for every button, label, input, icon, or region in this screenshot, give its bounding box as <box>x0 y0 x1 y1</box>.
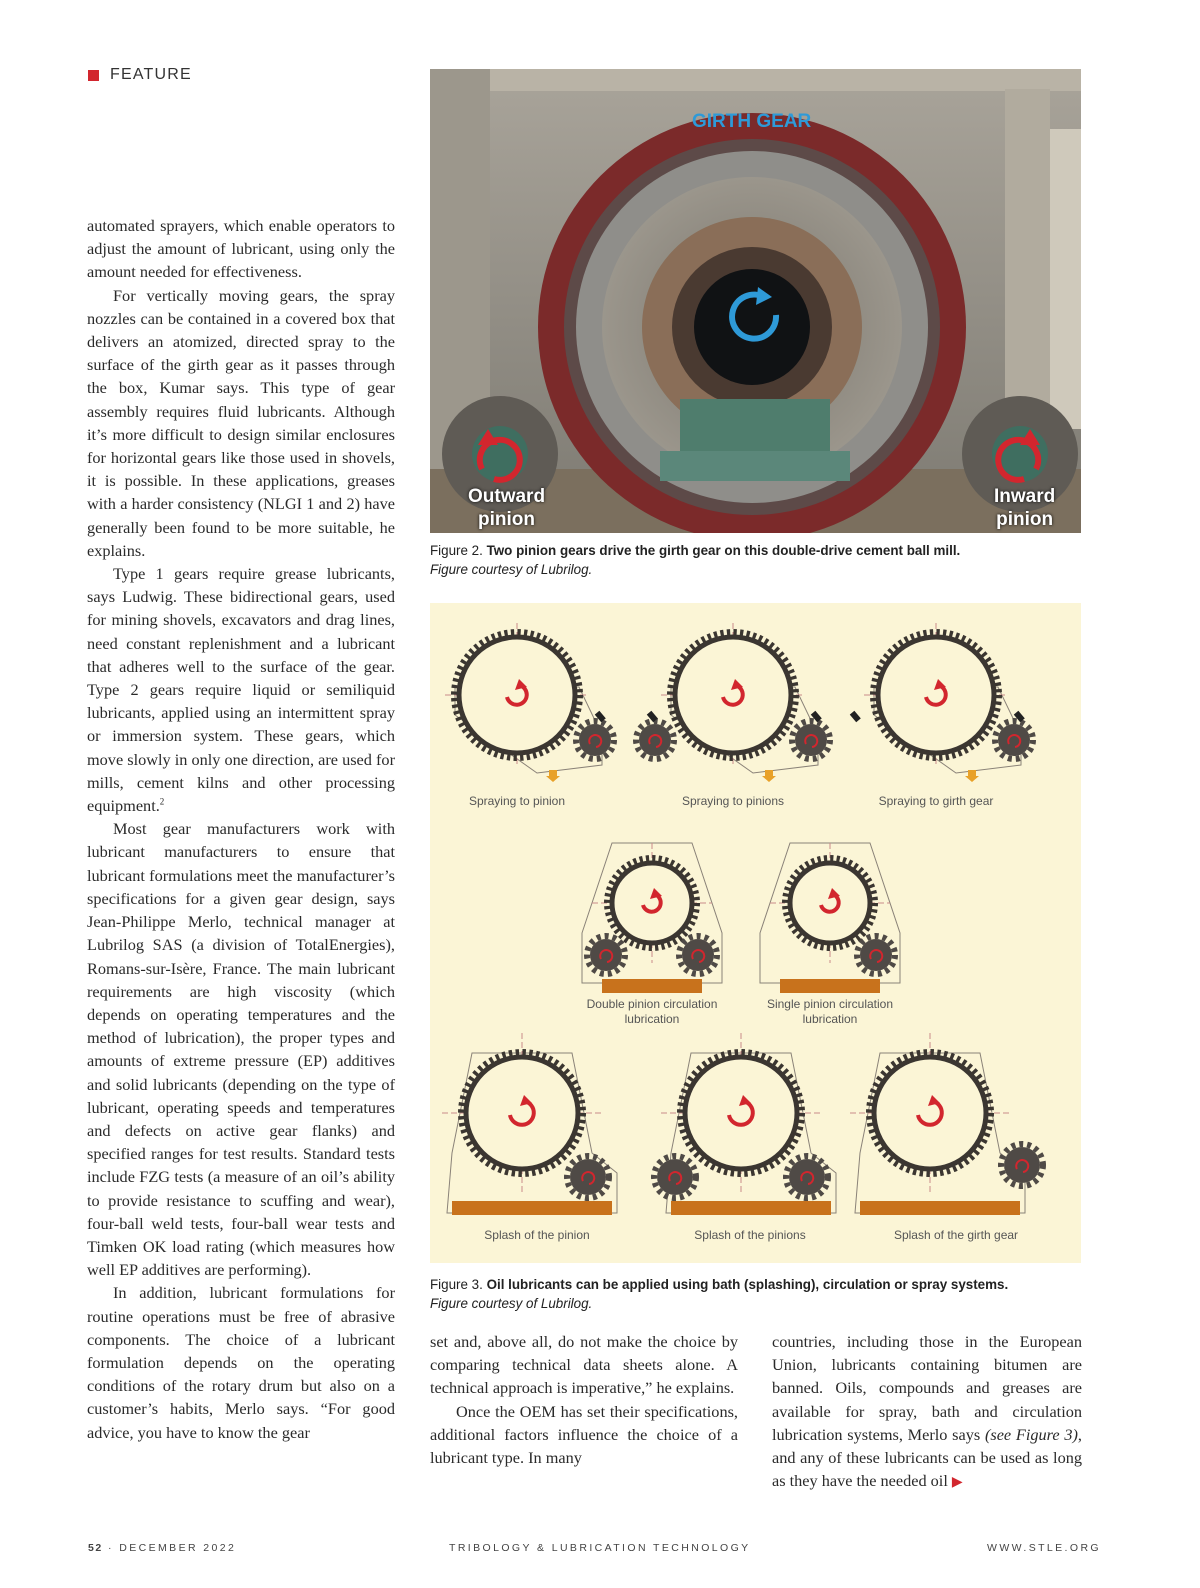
journal-name: TRIBOLOGY & LUBRICATION TECHNOLOGY <box>449 1542 751 1554</box>
paragraph: Once the OEM has set their specifications, additional factors influence the choice of a lubricant type. In many <box>430 1401 738 1468</box>
issue-date: DECEMBER 2022 <box>119 1542 237 1554</box>
website-link[interactable]: WWW.STLE.ORG <box>987 1542 1101 1554</box>
caption-credit: Figure courtesy of Lubrilog. <box>430 1296 593 1311</box>
paragraph: automated sprayers, which enable operators to adjust the amount of lubricant, using only the amount needed for effectiveness. <box>87 216 395 282</box>
footer-left <box>88 1542 236 1554</box>
label-double-pinion-circulation: Double pinion circulation <box>586 997 718 1011</box>
ball-mill-illustration <box>430 69 1081 533</box>
paragraph <box>87 562 395 817</box>
caption-text: Oil lubricants can be applied using bath (splashing), circulation or spray systems. <box>486 1277 1009 1292</box>
section-marker <box>88 70 99 81</box>
label-spraying-to-girth-gear: Spraying to girth gear <box>878 794 994 808</box>
paragraph-text: , and any of these lubricants can be used as long as they have the needed oil <box>772 1424 1082 1491</box>
oil-bath <box>671 1201 831 1215</box>
body-column-right <box>772 1330 1082 1494</box>
pinion-gear <box>657 1159 693 1195</box>
girth-gear <box>878 637 994 753</box>
oil-bath <box>452 1201 612 1215</box>
caption-number: Figure 3. <box>430 1277 483 1292</box>
label-inward-pinion <box>994 485 1055 531</box>
paragraph: For vertically moving gears, the spray nozzles can be contained in a covered box that delivers an atomized, directed spray to the surface of the girth gear as it passes through the box, Kumar says. This type of gear assembly requires fluid lubricants. Although it’s more difficult to design similar enclosures for horizontal gears like those used in shovels, it is possible. In these applications, greases with a harder consistency (NLGI 1 and 2) have generally been found to be more suitable, he explains. <box>87 285 395 560</box>
girth-gear <box>675 637 791 753</box>
girth-gear <box>459 637 575 753</box>
girth-gear <box>612 863 692 943</box>
label-splash-of-the-pinion: Splash of the pinion <box>484 1228 590 1242</box>
paragraph-text: countries, including those in the European Union, lubricants containing bitumen are banned. Oils, compounds and greases are available for spray, bath and circulation lubrication systems, Merlo says <box>772 1332 1082 1444</box>
footnote-ref[interactable]: 2 <box>159 796 165 807</box>
label-girth-gear: GIRTH GEAR <box>692 111 812 132</box>
label-single-pinion-circulation: Single pinion circulation <box>766 997 894 1011</box>
girth-gear <box>466 1057 578 1169</box>
label-splash-of-the-girth-gear: Splash of the girth gear <box>893 1228 1019 1242</box>
label-spraying-to-pinion: Spraying to pinion <box>468 794 566 808</box>
pinion-gear <box>590 939 622 971</box>
section-title: FEATURE <box>110 66 192 83</box>
footer-separator: · <box>108 1542 114 1554</box>
pinion-gear <box>639 724 671 756</box>
continue-arrow-icon: ▶ <box>951 1475 963 1491</box>
pinion-gear <box>1004 1147 1040 1183</box>
figure-2-caption <box>430 541 1081 579</box>
figure-reference[interactable]: (see Figure 3) <box>984 1424 1078 1444</box>
pinion-gear <box>789 1159 825 1195</box>
paragraph: In addition, lubricant formulations for routine operations must be free of abrasive components. The choice of a lubricant formulation depends on the operating conditions of the rotary drum but also on a customer’s habits, Merlo says. “For good advice, you have to know the gear <box>87 1283 395 1442</box>
label-single-pinion-lubrication: lubrication <box>802 1012 858 1026</box>
label-splash-of-the-pinions: Splash of the pinions <box>694 1228 806 1242</box>
body-column-left <box>87 214 395 1444</box>
label-outward-pinion <box>468 485 545 531</box>
spray-nozzle-icon <box>850 711 861 723</box>
oil-bath <box>780 979 880 993</box>
pinion-gear <box>682 939 714 971</box>
oil-bath <box>602 979 702 993</box>
girth-gear <box>790 863 870 943</box>
label-inward-line: pinion <box>996 509 1054 530</box>
pinion-gear <box>795 724 827 756</box>
paragraph: set and, above all, do not make the choice by comparing technical data sheets alone. A technical approach is imperative,” he explains. <box>430 1332 738 1398</box>
caption-text: Two pinion gears drive the girth gear on this double-drive cement ball mill. <box>486 543 961 558</box>
pinion-gear <box>570 1159 606 1195</box>
pinion-gear <box>998 724 1030 756</box>
pinion-gear <box>860 939 892 971</box>
label-double-pinion-lubrication: lubrication <box>624 1012 680 1026</box>
caption-credit: Figure courtesy of Lubrilog. <box>430 562 593 577</box>
figure-3-diagram <box>430 603 1081 1263</box>
section-label <box>88 66 192 84</box>
girth-gear <box>685 1057 797 1169</box>
figure-3-caption <box>430 1275 1081 1313</box>
label-outward-line: pinion <box>478 509 536 530</box>
label-spraying-to-pinions: Spraying to pinions <box>681 794 785 808</box>
paragraph-text: Type 1 gears require grease lubricants, says Ludwig. These bidirectional gears, used for mining shovels, excavators and drag lines, need constant replenishment and a lubricant that adheres well to the surface of the gear. Type 2 gears require liquid or semiliquid lubricants, applied using an intermittent spray or immersion system. These gears, which move slowly in only one direction, are used for mills, cement kilns and other processing equipment. <box>87 564 395 816</box>
label-outward-line: Outward <box>468 486 546 507</box>
page-number: 52 <box>88 1542 103 1554</box>
label-inward-line: Inward <box>994 486 1056 507</box>
pinion-gear <box>579 724 611 756</box>
oil-bath <box>860 1201 1020 1215</box>
paragraph: Most gear manufacturers work with lubricant manufacturers to ensure that lubricant formulations meet the manufacturer’s specifications for a given gear design, says Jean-Philippe Merlo, technical manager at Lubrilog SAS (a division of TotalEnergies), Romans-sur-Isère, France. The main lubricant requirements are high viscosity (which depends on operating temperatures and the method of lubrication), the proper types and amounts of extreme pressure (EP) additives and solid lubricants (depending on the type of lubricant, operating speeds and temperatures and defects on active gear flanks) and specified ranges for test results. Standard tests include FZG tests (a measure of an oil’s ability to provide resistance to scuffing and wear), four-ball weld tests, four-ball wear tests and Timken OK load rating (which measures how well EP additives are performing). <box>87 819 395 1280</box>
body-column-middle <box>430 1330 738 1469</box>
caption-number: Figure 2. <box>430 543 483 558</box>
figure-2-photo <box>430 69 1081 533</box>
girth-gear <box>874 1057 986 1169</box>
paragraph <box>772 1330 1082 1494</box>
lubrication-methods-diagram <box>430 603 1081 1263</box>
